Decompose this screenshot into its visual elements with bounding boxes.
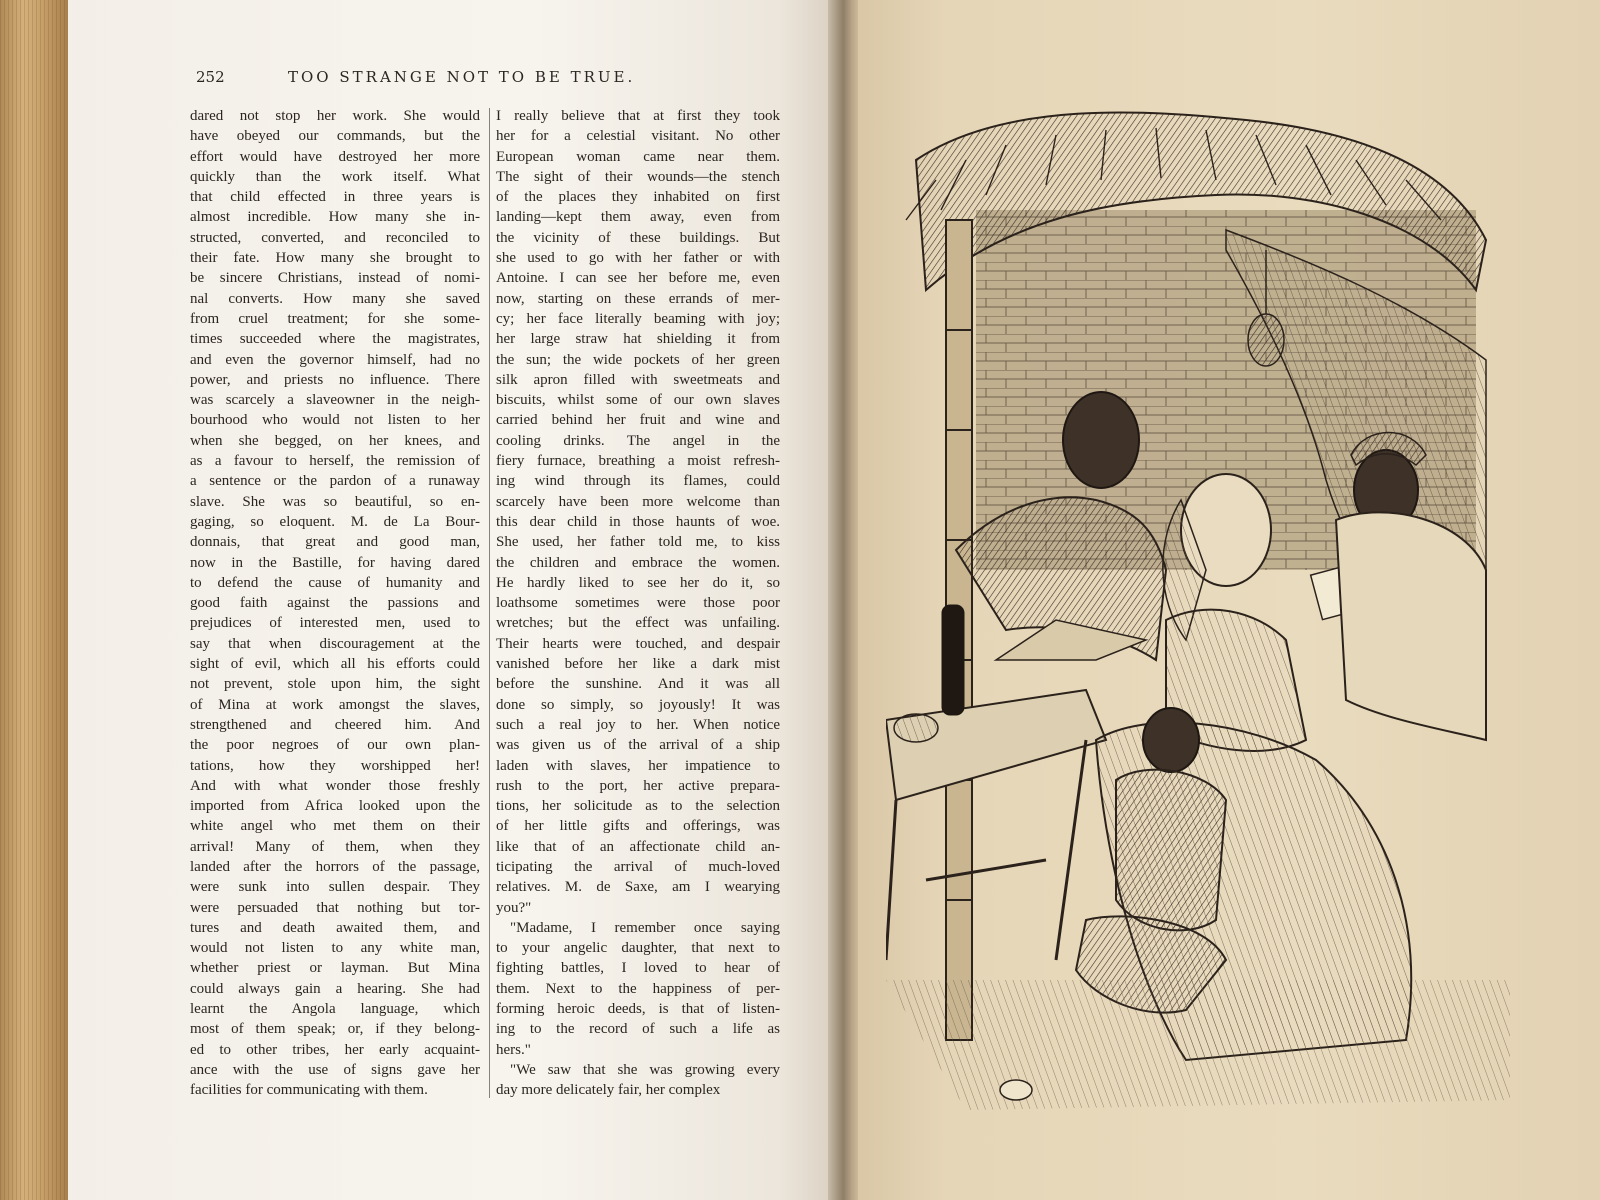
page-edges [0, 0, 68, 1200]
text-line: the children and embrace the women. [496, 554, 780, 571]
text-line: from cruel treatment; for she some- [190, 310, 480, 327]
text-line: this dear child in those haunts of woe. [496, 513, 780, 530]
book-gutter [828, 0, 862, 1200]
text-line: now, starting on these errands of mer- [496, 290, 780, 307]
text-line: landed after the horrors of the passage, [190, 858, 480, 875]
text-line: to your angelic daughter, that next to [496, 940, 780, 957]
text-line: ticipating the arrival of much-loved [496, 858, 780, 875]
wooden-floor [886, 980, 1510, 1110]
text-line: almost incredible. How many she in- [190, 209, 480, 226]
text-line: wretches; but the effect was unfailing. [496, 615, 780, 632]
text-line: vanished before her like a dark mist [496, 656, 780, 673]
text-column-left [190, 106, 480, 1101]
text-line: sight of evil, which all his efforts could [190, 656, 480, 673]
text-line: tures and death awaited them, and [190, 919, 480, 936]
text-line: effort would have destroyed her more [190, 148, 480, 165]
hanging-gourd [1248, 314, 1284, 366]
text-line: of the places they inhabited on first [496, 189, 780, 206]
text-line: that child effected in three years is [190, 189, 480, 206]
text-line: was scarcely a slaveowner in the neigh- [190, 392, 480, 409]
text-line: "We saw that she was growing every [510, 1061, 780, 1078]
text-line: hers." [496, 1041, 531, 1058]
text-line: when she begged, on her knees, and [190, 432, 480, 449]
text-line: she used to go with her father or with [496, 250, 780, 267]
text-line: were sunk into sullen despair. They [190, 879, 480, 896]
text-line: you?" [496, 899, 532, 916]
text-line: imported from Africa looked upon the [190, 798, 480, 815]
text-line: And with what wonder those freshly [190, 777, 480, 794]
text-line: of Mina at work amongst the slaves, [190, 696, 480, 713]
text-line: such a real joy to her. When notice [496, 716, 780, 733]
text-line: carried behind her fruit and wine and [496, 412, 780, 429]
text-line: Antoine. I can see her before me, even [496, 270, 780, 287]
text-line: strengthened and cheered him. And [190, 716, 480, 733]
text-line: done so simply, so joyously! It was [496, 696, 780, 713]
text-line: laden with slaves, her impatience to [496, 757, 780, 774]
text-line: bourhood who would not listen to her [190, 412, 480, 429]
text-line: before the sunshine. And it was all [496, 676, 780, 693]
text-line: ance with the use of signs gave her [190, 1061, 480, 1078]
text-line: day more delicately fair, her complex [496, 1082, 721, 1099]
text-line: rush to the port, her active prepara- [496, 777, 780, 794]
text-line: be sincere Christians, instead of nomi- [190, 270, 480, 287]
text-line: could always gain a hearing. She had [190, 980, 480, 997]
text-line: "Madame, I remember once saying [510, 919, 780, 936]
text-line: whether priest or layman. But Mina [190, 960, 480, 977]
text-line: times succeeded where the magistrates, [190, 331, 480, 348]
text-line: facilities for communicating with them. [190, 1082, 428, 1099]
text-line: He hardly liked to see her do it, so [496, 574, 780, 591]
text-line: fighting battles, I loved to hear of [496, 960, 780, 977]
text-line: white angel who met them on their [190, 818, 480, 835]
text-line: the sun; the wide pockets of her green [496, 351, 780, 368]
text-line: the poor negroes of our own plan- [190, 737, 480, 754]
text-line: their fate. How many she brought to [190, 250, 480, 267]
text-line: would not listen to any white man, [190, 940, 480, 957]
text-line: loathsome sometimes were those poor [496, 595, 780, 612]
column-divider [489, 108, 490, 1098]
text-line: slave. She was so beautiful, so en- [190, 493, 480, 510]
running-header [196, 64, 796, 90]
text-line: biscuits, whilst some of our own slaves [496, 392, 780, 409]
text-line: scarcely have been more welcome than [496, 493, 780, 510]
text-line: She used, her father told me, to kiss [496, 534, 780, 551]
text-line: arrival! Many of them, when they [190, 838, 480, 855]
text-line: gaging, so eloquent. M. de La Bour- [190, 513, 480, 530]
text-line: were persuaded that nothing but tor- [190, 899, 480, 916]
text-line: dared not stop her work. She would [190, 108, 480, 124]
text-line: have obeyed our commands, but the [190, 128, 480, 145]
engraving-illustration [886, 100, 1510, 1150]
text-line: ed to other tribes, her early acquaint- [190, 1041, 480, 1058]
wine-bottle [942, 605, 964, 715]
text-line: ing to the record of such a life as [496, 1021, 780, 1038]
text-line: silk apron filled with sweetmeats and [496, 371, 780, 388]
melon-half [894, 714, 938, 742]
text-line: ing wind through its flames, could [496, 473, 780, 490]
text-line: to defend the cause of humanity and [190, 574, 480, 591]
text-line: cy; her face literally beaming with joy; [496, 310, 780, 327]
text-line: forming heroic deeds, is that of listen- [496, 1001, 780, 1018]
text-line: as a favour to herself, the remission of [190, 453, 480, 470]
text-line: relatives. M. de Saxe, am I wearying [496, 879, 780, 896]
text-line: The sight of their wounds—the stench [496, 168, 780, 185]
text-line: now in the Bastille, for having dared [190, 554, 480, 571]
text-line: was given us of the arrival of a ship [496, 737, 780, 754]
text-column-right [496, 106, 780, 1101]
text-line: Their hearts were touched, and despair [496, 635, 780, 652]
text-line: most of them speak; or, if they belong- [190, 1021, 480, 1038]
text-line: cooling drinks. The angel in the [496, 432, 780, 449]
text-line: them. Next to the happiness of per- [496, 980, 780, 997]
text-line: quickly than the work itself. What [190, 168, 480, 185]
page-number: 252 [196, 68, 225, 86]
text-line: tations, how they worshipped her! [190, 757, 480, 774]
text-line: donnais, that great and good man, [190, 534, 480, 551]
text-line: like that of an affectionate child an- [496, 838, 780, 855]
text-line: of her little gifts and offerings, was [496, 818, 780, 835]
text-line: nal converts. How many she saved [190, 290, 480, 307]
text-line: fiery furnace, breathing a moist refresh- [496, 453, 780, 470]
text-line: her large straw hat shielding it from [496, 331, 780, 348]
text-line: not prevent, stole upon him, the sight [190, 676, 480, 693]
text-line: and even the governor himself, had no [190, 351, 480, 368]
text-line: structed, converted, and reconciled to [190, 229, 480, 246]
text-line: a sentence or the pardon of a runaway [190, 473, 480, 490]
text-line: say that when discouragement at the [190, 635, 480, 652]
text-line: tions, her solicitude as to the selection [496, 798, 780, 815]
text-line: European woman came near them. [496, 148, 780, 165]
text-line: power, and priests no influence. There [190, 371, 480, 388]
text-line: good faith against the passions and [190, 595, 480, 612]
text-line: I really believe that at first they took [496, 108, 780, 124]
text-line: the vicinity of these buildings. But [496, 229, 780, 246]
text-line: her for a celestial visitant. No other [496, 128, 780, 145]
text-line: prejudices of interested men, used to [190, 615, 480, 632]
text-line: learnt the Angola language, which [190, 1001, 480, 1018]
running-title: TOO STRANGE NOT TO BE TRUE. [288, 68, 636, 86]
small-object-floor [1000, 1080, 1032, 1100]
text-line: landing—kept them away, even from [496, 209, 780, 226]
